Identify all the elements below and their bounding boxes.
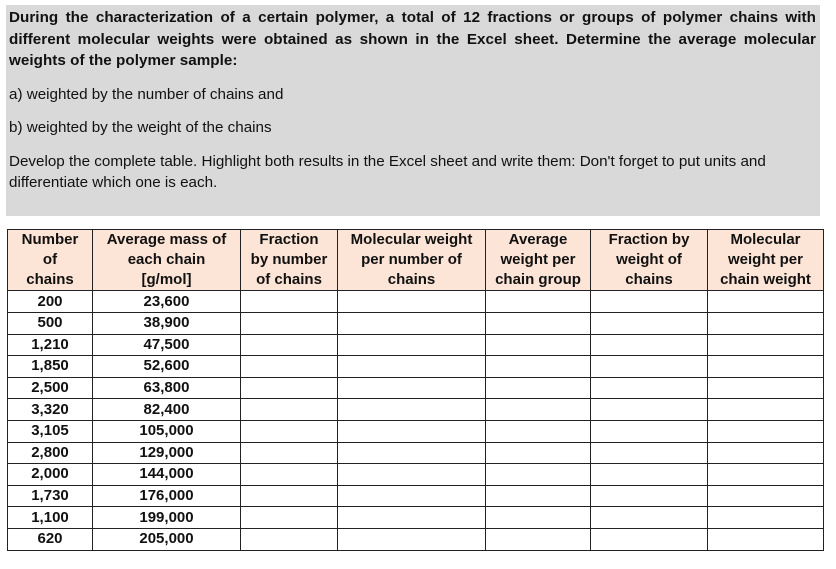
- data-cell: 2,000: [8, 464, 93, 486]
- empty-input-cell[interactable]: [486, 313, 591, 335]
- header-line: weight of: [616, 251, 682, 268]
- empty-input-cell[interactable]: [338, 291, 486, 313]
- table-row: [8, 442, 824, 464]
- empty-input-cell[interactable]: [486, 420, 591, 442]
- table-body: [8, 291, 824, 551]
- empty-input-cell[interactable]: [338, 377, 486, 399]
- empty-input-cell[interactable]: [486, 356, 591, 378]
- problem-part-a: a) weighted by the number of chains and: [9, 85, 284, 103]
- problem-statement: [6, 5, 820, 216]
- header-line: of: [42, 251, 58, 268]
- empty-input-cell[interactable]: [241, 399, 338, 421]
- empty-input-cell[interactable]: [338, 399, 486, 421]
- empty-input-cell[interactable]: [708, 485, 824, 507]
- empty-input-cell[interactable]: [486, 334, 591, 356]
- empty-input-cell[interactable]: [591, 334, 708, 356]
- header-average-weight-per-group: [486, 230, 591, 291]
- empty-input-cell[interactable]: [241, 442, 338, 464]
- empty-input-cell[interactable]: [486, 528, 591, 550]
- header-line: [g/mol]: [141, 271, 192, 288]
- empty-input-cell[interactable]: [241, 507, 338, 529]
- empty-input-cell[interactable]: [241, 377, 338, 399]
- empty-input-cell[interactable]: [241, 356, 338, 378]
- empty-input-cell[interactable]: [241, 334, 338, 356]
- empty-input-cell[interactable]: [486, 377, 591, 399]
- data-cell: 129,000: [93, 442, 241, 464]
- empty-input-cell[interactable]: [486, 485, 591, 507]
- empty-input-cell[interactable]: [486, 507, 591, 529]
- empty-input-cell[interactable]: [591, 313, 708, 335]
- table-header-row: [8, 230, 824, 291]
- data-cell: 38,900: [93, 313, 241, 335]
- data-cell: 105,000: [93, 420, 241, 442]
- header-line: per number of: [361, 251, 462, 268]
- header-molecular-weight-per-number: [338, 230, 486, 291]
- empty-input-cell[interactable]: [591, 507, 708, 529]
- empty-input-cell[interactable]: [338, 420, 486, 442]
- empty-input-cell[interactable]: [241, 485, 338, 507]
- data-cell: 82,400: [93, 399, 241, 421]
- empty-input-cell[interactable]: [591, 442, 708, 464]
- empty-input-cell[interactable]: [591, 377, 708, 399]
- data-cell: 200: [8, 291, 93, 313]
- data-cell: 500: [8, 313, 93, 335]
- empty-input-cell[interactable]: [338, 507, 486, 529]
- header-number-of-chains: [8, 230, 93, 291]
- empty-input-cell[interactable]: [338, 464, 486, 486]
- header-line: chain group: [495, 271, 581, 288]
- header-line: weight per: [500, 251, 576, 268]
- empty-input-cell[interactable]: [486, 291, 591, 313]
- data-cell: 144,000: [93, 464, 241, 486]
- data-cell: 2,500: [8, 377, 93, 399]
- data-cell: 23,600: [93, 291, 241, 313]
- table-row: [8, 313, 824, 335]
- empty-input-cell[interactable]: [708, 528, 824, 550]
- empty-input-cell[interactable]: [708, 291, 824, 313]
- header-line: weight per: [727, 251, 803, 268]
- empty-input-cell[interactable]: [486, 464, 591, 486]
- data-cell: 205,000: [93, 528, 241, 550]
- table-row: [8, 356, 824, 378]
- data-cell: 2,800: [8, 442, 93, 464]
- header-molecular-weight-per-weight: [708, 230, 824, 291]
- empty-input-cell[interactable]: [241, 464, 338, 486]
- header-line: Average mass of: [106, 231, 227, 248]
- data-cell: 1,100: [8, 507, 93, 529]
- data-cell: 3,320: [8, 399, 93, 421]
- empty-input-cell[interactable]: [708, 377, 824, 399]
- header-line: Molecular weight: [350, 231, 473, 248]
- table-row: [8, 291, 824, 313]
- empty-input-cell[interactable]: [591, 464, 708, 486]
- data-cell: 620: [8, 528, 93, 550]
- header-line: of chains: [256, 271, 322, 288]
- empty-input-cell[interactable]: [708, 313, 824, 335]
- table-row: [8, 377, 824, 399]
- table-row: [8, 399, 824, 421]
- empty-input-cell[interactable]: [708, 356, 824, 378]
- header-line: chains: [26, 271, 74, 288]
- empty-input-cell[interactable]: [241, 291, 338, 313]
- header-line: Number: [21, 231, 79, 248]
- empty-input-cell[interactable]: [486, 399, 591, 421]
- data-cell: 1,730: [8, 485, 93, 507]
- empty-input-cell[interactable]: [486, 442, 591, 464]
- empty-input-cell[interactable]: [591, 528, 708, 550]
- table-row: [8, 420, 824, 442]
- empty-input-cell[interactable]: [338, 356, 486, 378]
- empty-input-cell[interactable]: [241, 313, 338, 335]
- problem-instructions: Develop the complete table. Highlight both results in the Excel sheet and write them: Don't forget to put units and differentiate which one is each.: [9, 152, 766, 191]
- header-fraction-by-number: [241, 230, 338, 291]
- empty-input-cell[interactable]: [591, 420, 708, 442]
- empty-input-cell[interactable]: [708, 420, 824, 442]
- header-line: Fraction: [259, 231, 319, 248]
- empty-input-cell[interactable]: [708, 464, 824, 486]
- table-row: [8, 334, 824, 356]
- empty-input-cell[interactable]: [708, 442, 824, 464]
- header-line: chain weight: [720, 271, 811, 288]
- table-row: [8, 528, 824, 550]
- empty-input-cell[interactable]: [338, 485, 486, 507]
- problem-intro: During the characterization of a certain polymer, a total of 12 fractions or groups of polymer chains with different molecular weights were obtained as shown in the Excel sheet. Determine the average molecular weights of the polymer sample:: [9, 9, 816, 69]
- table-row: [8, 485, 824, 507]
- data-cell: 1,850: [8, 356, 93, 378]
- empty-input-cell[interactable]: [241, 420, 338, 442]
- empty-input-cell[interactable]: [241, 528, 338, 550]
- empty-input-cell[interactable]: [338, 313, 486, 335]
- empty-input-cell[interactable]: [591, 356, 708, 378]
- data-cell: 3,105: [8, 420, 93, 442]
- empty-input-cell[interactable]: [591, 399, 708, 421]
- data-cell: 63,800: [93, 377, 241, 399]
- header-line: Molecular: [730, 231, 801, 248]
- data-cell: 176,000: [93, 485, 241, 507]
- polymer-data-table: [7, 229, 824, 551]
- table-row: [8, 507, 824, 529]
- header-line: each chain: [127, 251, 206, 268]
- empty-input-cell[interactable]: [338, 528, 486, 550]
- header-line: chains: [625, 271, 673, 288]
- empty-input-cell[interactable]: [591, 291, 708, 313]
- header-line: Average: [508, 231, 568, 248]
- empty-input-cell[interactable]: [338, 442, 486, 464]
- data-cell: 1,210: [8, 334, 93, 356]
- header-line: Fraction by: [608, 231, 690, 248]
- header-average-mass: [93, 230, 241, 291]
- table-row: [8, 464, 824, 486]
- header-fraction-by-weight: [591, 230, 708, 291]
- problem-part-b: b) weighted by the weight of the chains: [9, 119, 272, 136]
- header-line: chains: [387, 271, 436, 288]
- empty-input-cell[interactable]: [338, 334, 486, 356]
- empty-input-cell[interactable]: [708, 334, 824, 356]
- data-cell: 52,600: [93, 356, 241, 378]
- empty-input-cell[interactable]: [708, 507, 824, 529]
- empty-input-cell[interactable]: [708, 399, 824, 421]
- data-cell: 47,500: [93, 334, 241, 356]
- header-line: by number: [250, 251, 328, 268]
- data-cell: 199,000: [93, 507, 241, 529]
- empty-input-cell[interactable]: [591, 485, 708, 507]
